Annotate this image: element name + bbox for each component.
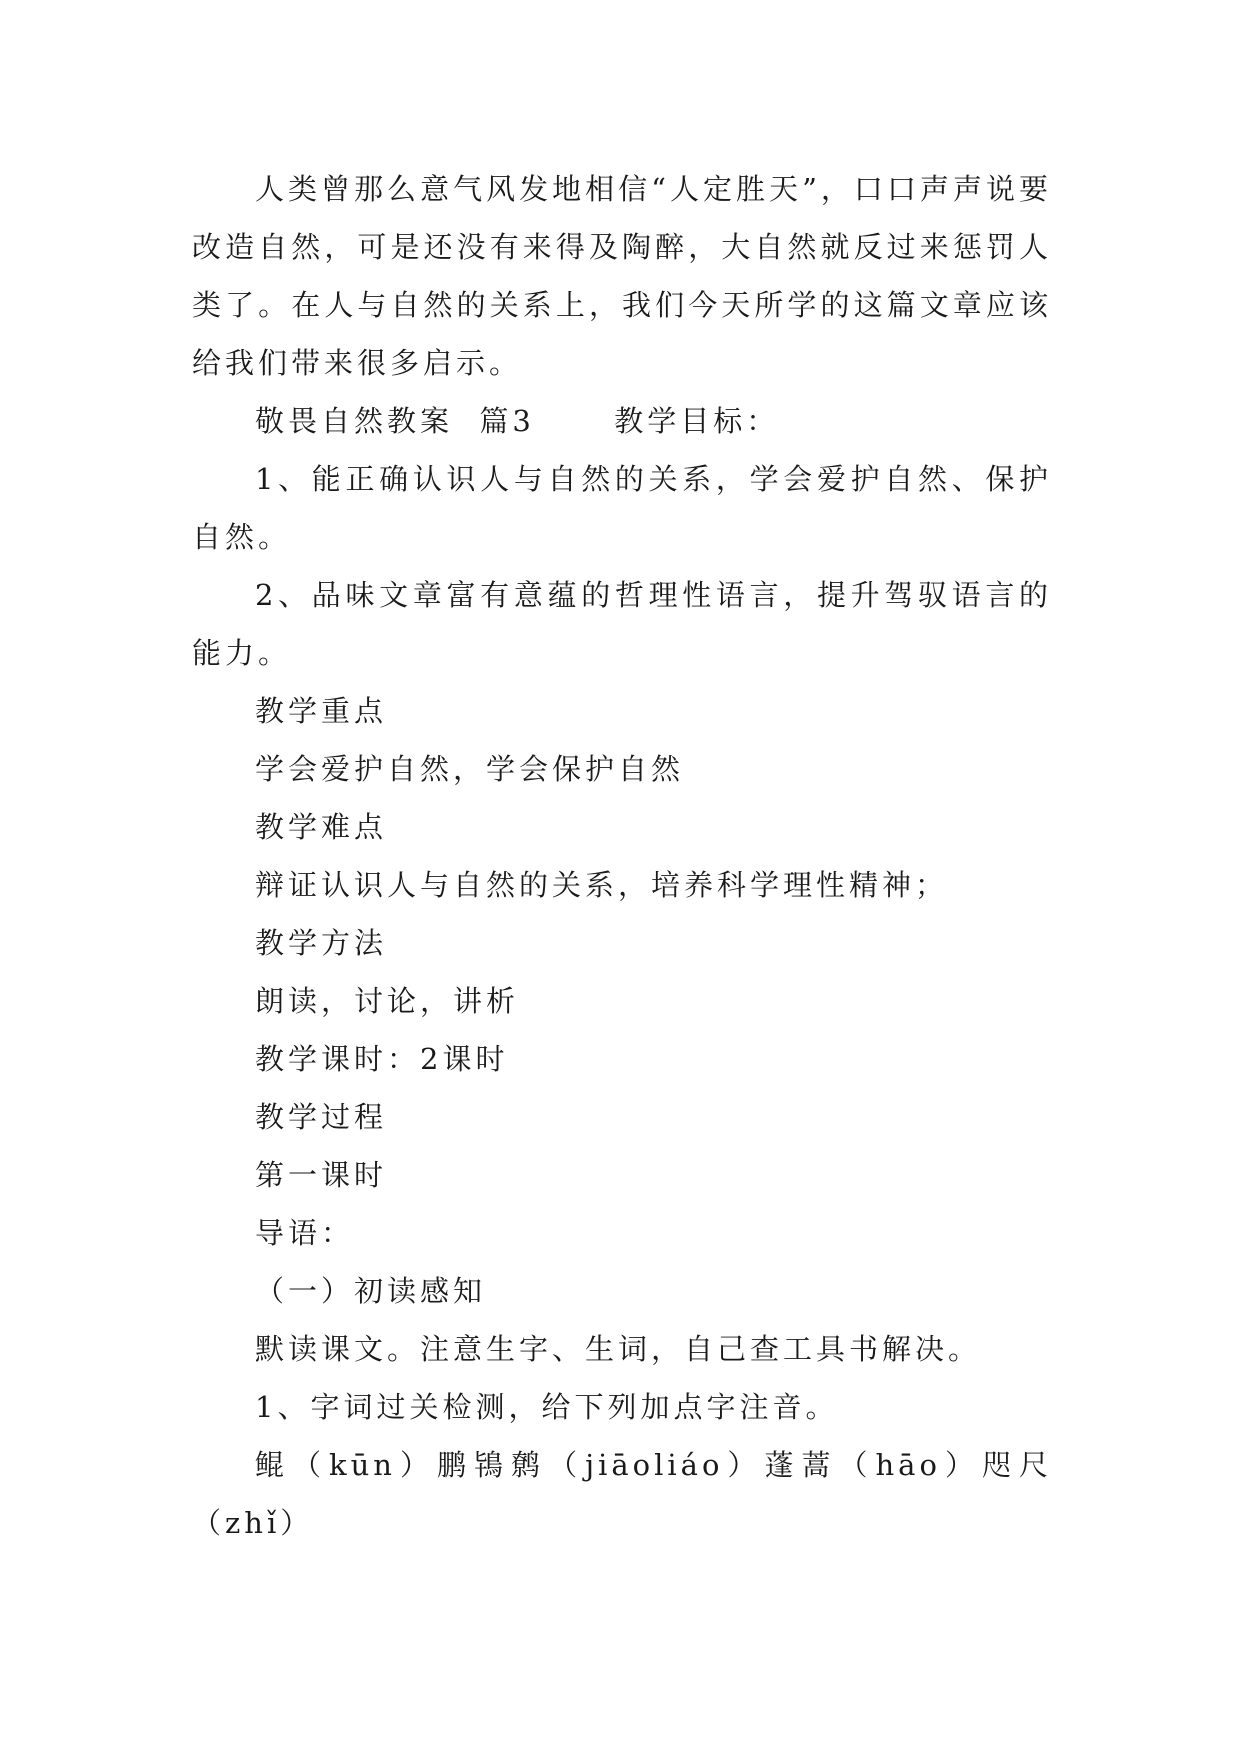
objective-1: 1、能正确认识人与自然的关系，学会爱护自然、保护自然。 xyxy=(192,462,1052,554)
vocabulary-task: 1、字词过关检测，给下列加点字注音。 xyxy=(255,1390,839,1424)
key-points-text: 学会爱护自然，学会保护自然 xyxy=(255,752,685,786)
difficulties-heading: 教学难点 xyxy=(255,810,388,844)
methods-heading: 教学方法 xyxy=(255,926,388,960)
pinyin-line: 鲲（kūn）鹏鴇鹩（jiāoliáo）蓬蒿（hāo）咫尺（zhǐ） xyxy=(192,1448,1052,1540)
first-lesson-heading: 第一课时 xyxy=(255,1158,388,1192)
objective-2: 2、品味文章富有意蕴的哲理性语言，提升驾驭语言的能力。 xyxy=(192,578,1052,670)
difficulties-text: 辩证认识人与自然的关系，培养科学理性精神； xyxy=(255,868,949,902)
key-points-heading: 教学重点 xyxy=(255,694,388,728)
class-hours: 教学课时：2课时 xyxy=(255,1042,509,1076)
process-heading: 教学过程 xyxy=(255,1100,388,1134)
introduction-label: 导语： xyxy=(255,1216,355,1250)
section-heading: 敬畏自然教案 篇3 教学目标： xyxy=(255,404,780,438)
first-reading-heading: （一）初读感知 xyxy=(255,1274,487,1308)
silent-reading-text: 默读课文。注意生字、生词，自己查工具书解决。 xyxy=(255,1332,982,1366)
methods-text: 朗读，讨论，讲析 xyxy=(255,984,520,1018)
document-body xyxy=(192,160,1052,1552)
paragraph-intro: 人类曾那么意气风发地相信“人定胜天”，口口声声说要改造自然，可是还没有来得及陶醉，大自然就反过来惩罚人类了。在人与自然的关系上，我们今天所学的这篇文章应该给我们带来很多启示。 xyxy=(192,172,1052,380)
